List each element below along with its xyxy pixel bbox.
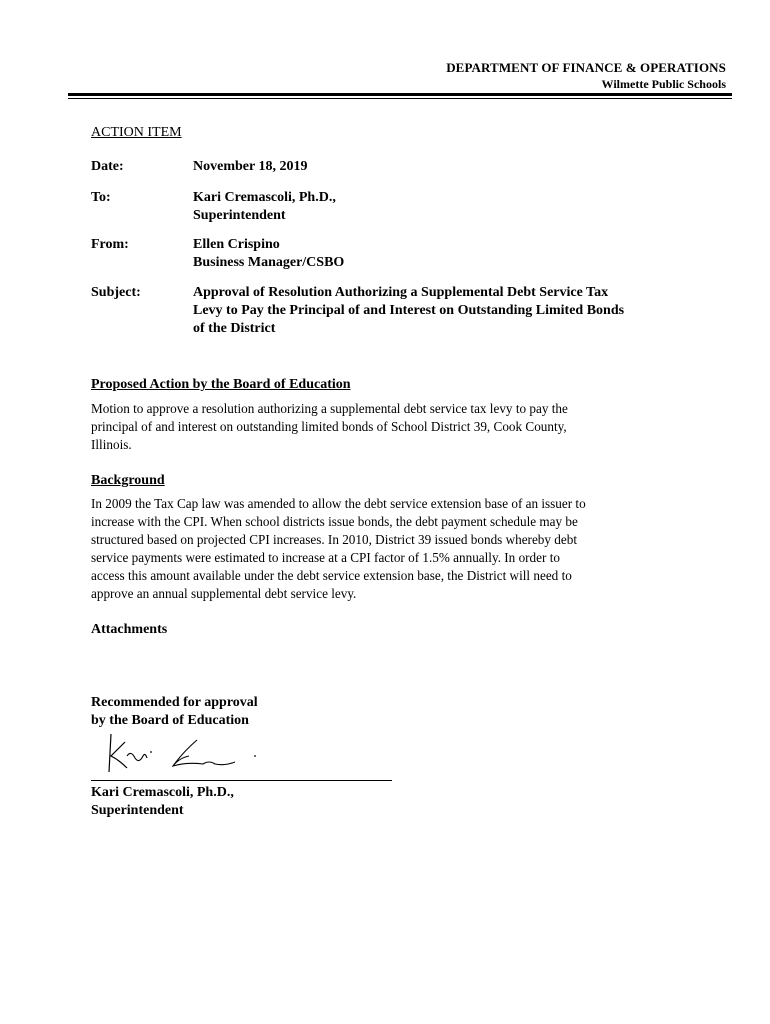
signer-line: Kari Cremascoli, Ph.D., — [91, 785, 234, 800]
proposed-action-text — [91, 400, 671, 454]
paragraph-line: principal of and interest on outstanding limited bonds of School District 39, Cook County, — [91, 419, 567, 434]
date-value — [193, 158, 673, 176]
to-label: To: — [91, 190, 111, 205]
recommendation-line: Recommended for approval — [91, 695, 258, 710]
to-line: Superintendent — [193, 208, 286, 223]
subject-line: Levy to Pay the Principal of and Interest on Outstanding Limited Bonds — [193, 303, 625, 318]
from-label: From: — [91, 237, 129, 252]
paragraph-line: structured based on projected CPI increases. In 2010, District 39 issued bonds whereby debt — [91, 532, 577, 547]
subject-line: of the District — [193, 321, 276, 336]
header-rule-thick — [68, 93, 732, 96]
action-item-heading: ACTION ITEM — [91, 125, 182, 140]
paragraph-line: increase with the CPI. When school districts issue bonds, the debt payment schedule may be — [91, 514, 578, 529]
header-rule-thin — [68, 98, 732, 99]
subject-line: Approval of Resolution Authorizing a Supplemental Debt Service Tax — [193, 285, 609, 300]
date-label: Date: — [91, 159, 124, 174]
signer-line: Superintendent — [91, 803, 184, 818]
recommendation-line: by the Board of Education — [91, 713, 249, 728]
paragraph-line: access this amount available under the debt service extension base, the District will need to — [91, 568, 572, 583]
from-value — [193, 236, 673, 272]
paragraph-line: Motion to approve a resolution authorizing a supplemental debt service tax levy to pay the — [91, 401, 568, 416]
from-line: Business Manager/CSBO — [193, 255, 345, 270]
background-text — [91, 495, 671, 603]
signature-line — [91, 780, 392, 781]
signer-block — [91, 784, 234, 820]
department-name: DEPARTMENT OF FINANCE & OPERATIONS — [446, 60, 726, 75]
date-text: November 18, 2019 — [193, 159, 308, 174]
subject-label: Subject: — [91, 285, 141, 300]
paragraph-line: service payments were estimated to increase at a CPI factor of 1.5% annually. In order to — [91, 550, 560, 565]
school-name: Wilmette Public Schools — [601, 77, 726, 91]
from-line: Ellen Crispino — [193, 237, 280, 252]
paragraph-line: Illinois. — [91, 437, 132, 452]
attachments-heading: Attachments — [91, 622, 168, 637]
to-line: Kari Cremascoli, Ph.D., — [193, 190, 336, 205]
to-value — [193, 189, 673, 225]
paragraph-line: In 2009 the Tax Cap law was amended to allow the debt service extension base of an issuer to — [91, 496, 586, 511]
subject-value — [193, 284, 673, 338]
letterhead — [446, 60, 726, 92]
paragraph-line: approve an annual supplemental debt service levy. — [91, 586, 357, 601]
proposed-action-heading: Proposed Action by the Board of Education — [91, 377, 351, 392]
handwritten-signature — [105, 728, 265, 783]
recommendation-block — [91, 694, 258, 730]
signature-drawing — [105, 728, 265, 778]
background-heading: Background — [91, 473, 165, 488]
